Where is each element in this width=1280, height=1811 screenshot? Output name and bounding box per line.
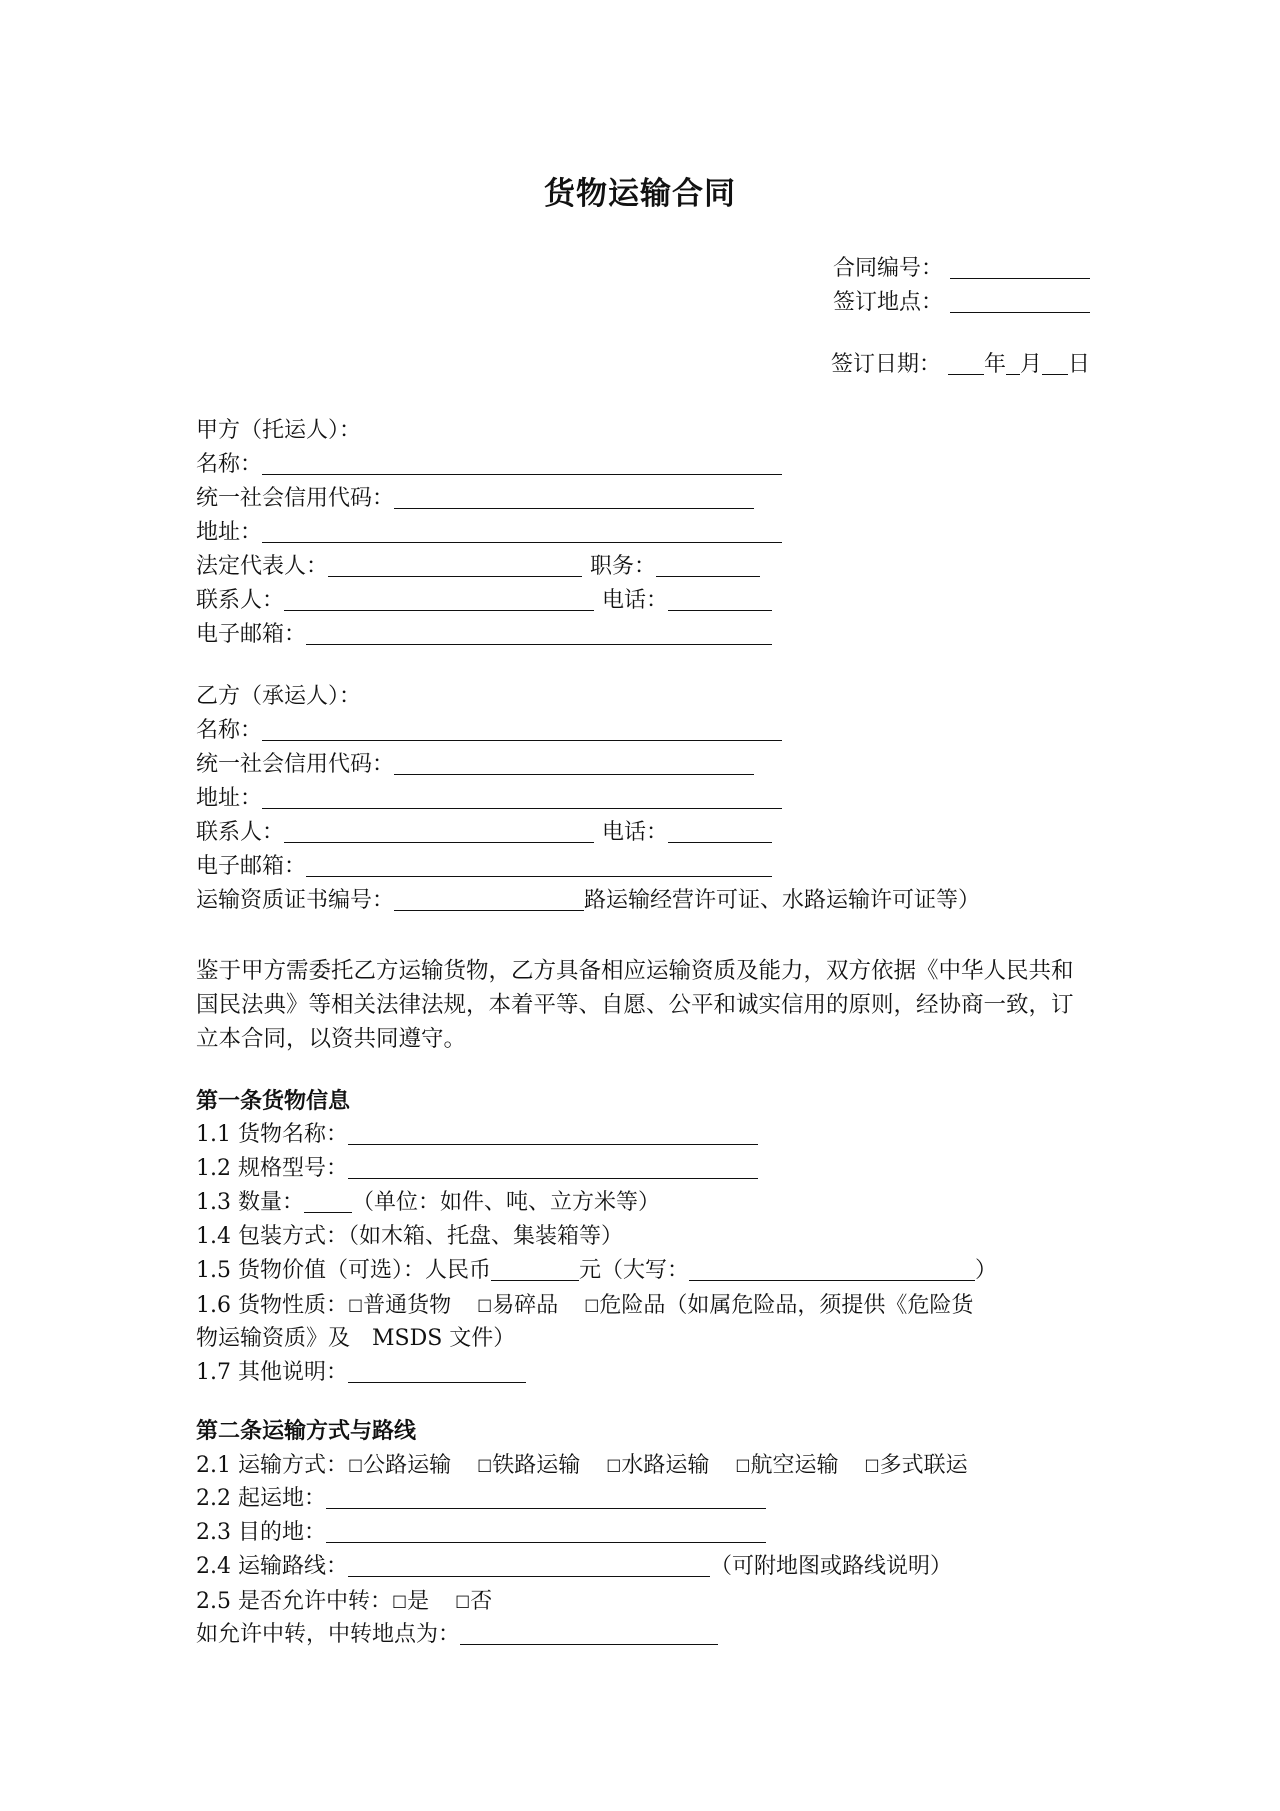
party-b-email-row — [196, 850, 1086, 884]
party-a-contact-blank[interactable] — [284, 588, 594, 611]
goods-spec-label: 1.2 规格型号： — [196, 1156, 348, 1181]
party-b-phone-label: 电话： — [602, 820, 669, 845]
party-b-license-row — [196, 884, 1086, 918]
transfer-location-blank[interactable] — [460, 1622, 718, 1645]
party-b-name-label: 名称： — [196, 718, 263, 743]
goods-spec-blank[interactable] — [348, 1156, 758, 1179]
goods-value-capital-blank[interactable] — [689, 1258, 975, 1281]
party-a-position-blank[interactable] — [656, 554, 760, 577]
sign-place-blank[interactable] — [950, 290, 1090, 313]
party-b-license-label: 运输资质证书编号： — [196, 888, 395, 913]
quantity-label: 1.3 数量： — [196, 1190, 304, 1215]
article-1-item-5 — [196, 1254, 1086, 1288]
route-label: 2.4 运输路线： — [196, 1554, 348, 1579]
sign-date-label: 签订日期： — [830, 352, 941, 377]
party-a-legal-blank[interactable] — [328, 554, 582, 577]
origin-blank[interactable] — [326, 1486, 766, 1509]
sign-place-row — [833, 286, 1090, 320]
party-a-name-row — [196, 448, 1086, 482]
opt-rail: 铁路运输 — [492, 1453, 581, 1478]
other-notes-label: 1.7 其他说明： — [196, 1360, 348, 1385]
party-b-contact-blank[interactable] — [284, 820, 594, 843]
opt-yes: 是 — [407, 1589, 430, 1614]
transfer-location-row — [196, 1618, 1086, 1652]
preamble-paragraph: 鉴于甲方需委托乙方运输货物，乙方具备相应运输资质及能力，双方依据《中华人民共和国民法典》等相关法律法规，本着平等、自愿、公平和诚实信用的原则，经协商一致，订立本合同，以资共同遵守。 — [196, 958, 1074, 1052]
article-2-item-3 — [196, 1516, 1086, 1550]
document-title: 货物运输合同 — [544, 176, 736, 212]
sign-day-label: 日 — [1067, 352, 1090, 377]
party-a-legal-row — [196, 550, 1086, 584]
party-a-phone-blank[interactable] — [668, 588, 772, 611]
party-a-position-label: 职务： — [590, 554, 657, 579]
party-b-address-blank[interactable] — [262, 786, 782, 809]
opt-air: 航空运输 — [750, 1453, 839, 1478]
party-a-address-blank[interactable] — [262, 520, 782, 543]
contract-number-label: 合同编号： — [832, 256, 943, 281]
party-a-credit-row — [196, 482, 1086, 516]
party-b-credit-row — [196, 748, 1086, 782]
checkbox-icon[interactable]: □ — [584, 1295, 600, 1314]
party-b-credit-blank[interactable] — [394, 752, 754, 775]
article-1-item-1 — [196, 1118, 1086, 1152]
checkbox-icon[interactable]: □ — [455, 1591, 471, 1610]
article-1-item-2 — [196, 1152, 1086, 1186]
party-a-address-row — [196, 516, 1086, 550]
article-1-item-6-continued: 物运输资质》及 MSDS 文件） — [196, 1326, 516, 1351]
article-2-item-5 — [196, 1584, 1086, 1618]
article-1-item-4: 1.4 包装方式：（如木箱、托盘、集装箱等） — [196, 1224, 623, 1249]
party-b-phone-blank[interactable] — [668, 820, 772, 843]
party-a-contact-row — [196, 584, 1086, 618]
transfer-location-label: 如允许中转，中转地点为： — [196, 1622, 461, 1647]
article-2-section — [196, 1414, 1086, 1652]
article-1-section — [196, 1084, 1086, 1390]
goods-name-label: 1.1 货物名称： — [196, 1122, 348, 1147]
checkbox-icon[interactable]: □ — [864, 1455, 880, 1474]
party-b-email-blank[interactable] — [306, 854, 772, 877]
party-b-email-label: 电子邮箱： — [196, 854, 307, 879]
party-b-heading: 乙方（承运人）： — [196, 684, 362, 709]
checkbox-icon[interactable]: □ — [477, 1455, 493, 1474]
party-b-section — [196, 680, 1086, 918]
opt-water: 水路运输 — [621, 1453, 710, 1478]
transport-mode-label: 2.1 运输方式： — [196, 1453, 348, 1478]
party-a-section — [196, 414, 1086, 652]
party-a-legal-label: 法定代表人： — [196, 554, 329, 579]
opt-general-goods: 普通货物 — [363, 1293, 452, 1318]
party-b-address-label: 地址： — [196, 786, 263, 811]
transfer-allowed-label: 2.5 是否允许中转： — [196, 1589, 392, 1614]
goods-name-blank[interactable] — [348, 1122, 758, 1145]
article-1-item-6 — [196, 1288, 1086, 1322]
origin-label: 2.2 起运地： — [196, 1486, 326, 1511]
sign-place-label: 签订地点： — [832, 290, 943, 315]
destination-label: 2.3 目的地： — [196, 1520, 326, 1545]
party-b-contact-label: 联系人： — [196, 820, 285, 845]
opt-fragile: 易碎品 — [492, 1293, 559, 1318]
goods-value-close: ） — [975, 1258, 998, 1283]
article-2-item-2 — [196, 1482, 1086, 1516]
quantity-blank[interactable] — [304, 1190, 352, 1213]
destination-blank[interactable] — [326, 1520, 766, 1543]
article-1-heading: 第一条货物信息 — [196, 1088, 351, 1114]
party-b-license-blank[interactable] — [394, 888, 584, 911]
party-b-credit-label: 统一社会信用代码： — [196, 752, 395, 777]
party-a-credit-blank[interactable] — [394, 486, 754, 509]
party-b-name-row — [196, 714, 1086, 748]
sign-month-label: 月 — [1019, 352, 1042, 377]
sign-day-blank[interactable] — [1042, 352, 1068, 375]
party-a-email-blank[interactable] — [306, 622, 772, 645]
article-1-item-7 — [196, 1356, 1086, 1390]
article-2-heading: 第二条运输方式与路线 — [196, 1418, 417, 1444]
opt-road: 公路运输 — [363, 1453, 452, 1478]
party-a-phone-label: 电话： — [602, 588, 669, 613]
party-b-contact-row — [196, 816, 1086, 850]
quantity-note: （单位：如件、吨、立方米等） — [351, 1190, 660, 1215]
party-a-email-label: 电子邮箱： — [196, 622, 307, 647]
party-a-name-blank[interactable] — [262, 452, 782, 475]
article-1-item-3 — [196, 1186, 1086, 1220]
sign-year-label: 年 — [983, 352, 1006, 377]
checkbox-icon[interactable]: □ — [347, 1455, 364, 1474]
opt-multimodal: 多式联运 — [879, 1453, 968, 1478]
goods-value-yuan-label: 元（大写： — [578, 1258, 689, 1283]
article-2-item-4 — [196, 1550, 1086, 1584]
party-b-name-blank[interactable] — [262, 718, 782, 741]
party-b-license-note: 路运输经营许可证、水路运输许可证等） — [584, 888, 981, 913]
sign-month-lead-blank[interactable] — [1006, 352, 1020, 375]
contract-number-row — [833, 252, 1090, 286]
other-notes-blank[interactable] — [348, 1360, 526, 1383]
opt-no: 否 — [470, 1589, 493, 1614]
sign-year-blank[interactable] — [948, 352, 984, 375]
goods-nature-label: 1.6 货物性质： — [196, 1293, 348, 1318]
party-a-name-label: 名称： — [196, 452, 263, 477]
checkbox-icon[interactable]: □ — [391, 1591, 408, 1610]
party-b-address-row — [196, 782, 1086, 816]
checkbox-icon[interactable]: □ — [606, 1455, 622, 1474]
party-a-address-label: 地址： — [196, 520, 263, 545]
route-note: （可附地图或路线说明） — [709, 1554, 952, 1579]
route-blank[interactable] — [348, 1554, 710, 1577]
party-a-credit-label: 统一社会信用代码： — [196, 486, 395, 511]
sign-date-row — [831, 348, 1090, 382]
checkbox-icon[interactable]: □ — [735, 1455, 751, 1474]
contract-number-blank[interactable] — [950, 256, 1090, 279]
goods-value-blank[interactable] — [491, 1258, 579, 1281]
opt-dangerous: 危险品（如属危险品，须提供《危险货 — [599, 1293, 974, 1318]
goods-value-label: 1.5 货物价值（可选）：人民币 — [196, 1258, 491, 1283]
party-a-heading: 甲方（托运人）： — [196, 418, 362, 443]
article-2-item-1 — [196, 1448, 1086, 1482]
checkbox-icon[interactable]: □ — [347, 1295, 364, 1314]
party-a-contact-label: 联系人： — [196, 588, 285, 613]
checkbox-icon[interactable]: □ — [477, 1295, 493, 1314]
party-a-email-row — [196, 618, 1086, 652]
